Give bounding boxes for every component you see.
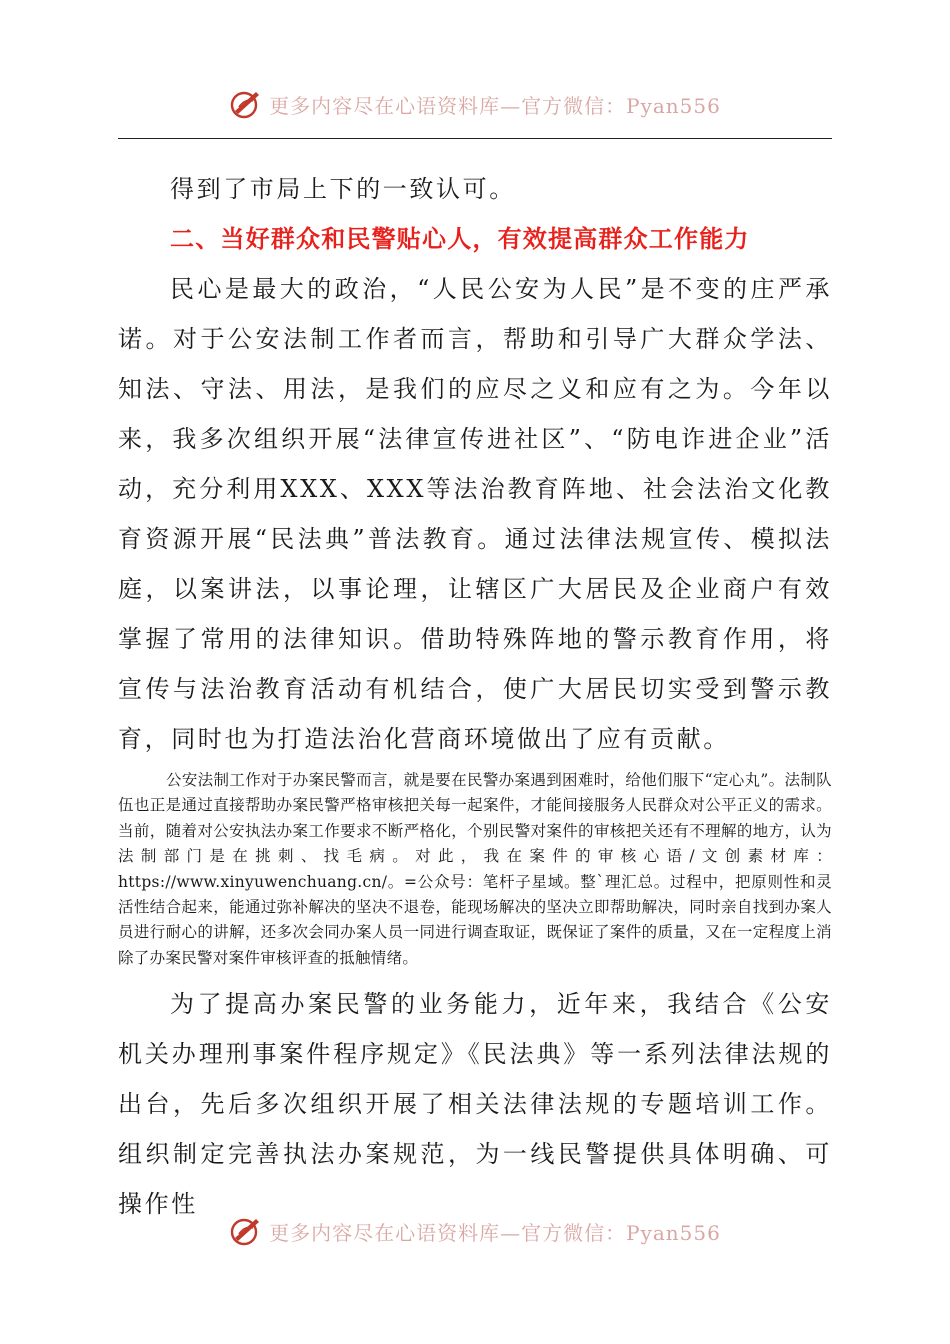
paragraph-3-small: 公安法制工作对于办案民警而言，就是要在民警办案遇到困难时，给他们服下“定心丸”。法制队伍也正是通过直接帮助办案民警严格审核把关每一起案件，才能间接服务人民群众对公平正义的需求。当前，随着对公安执法办案工作要求不断严格化，个别民警对案件的审核把关还有不理解的地方，认为法制部门是在挑刺、找毛病。对此，我在案件的审核心语/文创素材库：https://www.xinyuwenchuang.cn/。=公众号：笔杆子星域。整`理汇总。过程中，把原则性和灵活性结合起来，能通过弥补解决的坚决不退卷，能现场解决的坚决立即帮助解决，同时亲自找到办案人员进行耐心的讲解，还多次会同办案人员一同进行调查取证，既保证了案件的质量，又在一定程度上消除了办案民警对案件审核评查的抵触情绪。 (118, 771, 832, 967)
document-body (118, 164, 832, 1229)
footer-banner-text: 更多内容尽在心语资料库—官方微信：Pyan556 (269, 1220, 721, 1245)
paragraph-2: 民心是最大的政治，“人民公安为人民”是不变的庄严承诺。对于公安法制工作者而言，帮助和引导广大群众学法、知法、守法、用法，是我们的应尽之义和应有之为。今年以来，我多次组织开展“法律宣传进社区”、“防电诈进企业”活动，充分利用XXX、XXX等法治教育阵地、社会法治文化教育资源开展“民法典”普法教育。通过法律法规宣传、模拟法庭，以案讲法，以事论理，让辖区广大居民及企业商户有效掌握了常用的法律知识。借助特殊阵地的警示教育作用，将宣传与法治教育活动有机结合，使广大居民切实受到警示教育，同时也为打造法治化营商环境做出了应有贡献。 (118, 275, 832, 753)
header-banner-text: 更多内容尽在心语资料库—官方微信：Pyan556 (269, 93, 721, 118)
header-divider (118, 138, 832, 139)
pen-circle-logo-icon (229, 87, 263, 121)
header-banner (0, 84, 950, 124)
paragraph-1: 得到了市局上下的一致认可。 (170, 175, 516, 203)
paragraph-4: 为了提高办案民警的业务能力，近年来，我结合《公安机关办理刑事案件程序规定》《民法典》等一系列法律法规的出台，先后多次组织开展了相关法律法规的专题培训工作。组织制定完善执法办案规范，为一线民警提供具体明确、可操作性 (118, 990, 832, 1219)
pen-circle-logo-icon (229, 1214, 263, 1248)
section-heading-2: 二、当好群众和民警贴心人，有效提高群众工作能力 (170, 224, 750, 253)
footer-banner (0, 1211, 950, 1251)
